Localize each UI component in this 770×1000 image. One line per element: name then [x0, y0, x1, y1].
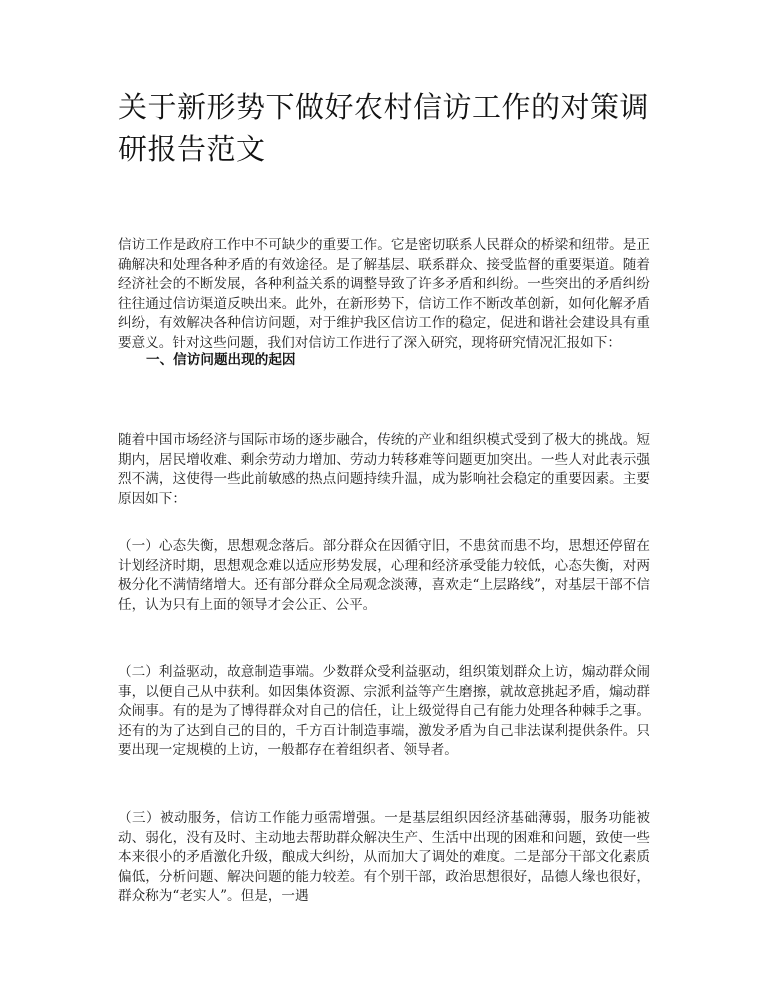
- document-title: 关于新形势下做好农村信访工作的对策调研报告范文: [118, 90, 650, 166]
- cause-2-paragraph: （二）利益驱动，故意制造事端。少数群众受利益驱动，组织策划群众上访，煽动群众闹事，以便自己从中获利。如因集体资源、宗派利益等产生磨擦，就故意挑起矛盾，煽动群众闹事。有的是为了博得群众对自己的信任，让上级觉得自己有能力处理各种棘手之事。还有的为了达到自己的目的，千方百计制造事端，激发矛盾为自己非法谋利提供条件。只要出现一定规模的上访，一般都存在着组织者、领导者。: [118, 664, 650, 759]
- intro-paragraph: 信访工作是政府工作中不可缺少的重要工作。它是密切联系人民群众的桥梁和纽带。是正确解决和处理各种矛盾的有效途径。是了解基层、联系群众、接受监督的重要渠道。随着经济社会的不断发展，各种利益关系的调整导致了许多矛盾和纠纷。一些突出的矛盾纠纷往往通过信访渠道反映出来。此外，在新形势下，信访工作不断改革创新，如何化解矛盾纠纷，有效解决各种信访问题，对于维护我区信访工作的稳定，促进和谐社会建设具有重要意义。针对这些问题，我们对信访工作进行了深入研究，现将研究情况汇报如下：: [118, 237, 650, 351]
- section-heading: 一、信访问题出现的起因: [146, 352, 296, 368]
- causes-paragraph: 随着中国市场经济与国际市场的逐步融合，传统的产业和组织模式受到了极大的挑战。短期内，居民增收难、剩余劳动力增加、劳动力转移难等问题更加突出。一些人对此表示强烈不满，这使得一些此前敏感的热点问题持续升温，成为影响社会稳定的重要因素。主要原因如下：: [118, 432, 650, 507]
- cause-1-paragraph: （一）心态失衡，思想观念落后。部分群众在因循守旧，不患贫而患不均，思想还停留在计划经济时期，思想观念难以适应形势发展，心理和经济承受能力较低，心态失衡，对两极分化不满情绪增大。还有部分群众全局观念淡薄，喜欢走“上层路线”，对基层干部不信任，认为只有上面的领导才会公正、公平。: [118, 538, 650, 613]
- cause-3-paragraph: （三）被动服务，信访工作能力亟需增强。一是基层组织因经济基础薄弱，服务功能被动、弱化，没有及时、主动地去帮助群众解决生产、生活中出现的困难和问题，致使一些本来很小的矛盾激化升级，酿成大纠纷，从而加大了调处的难度。二是部分干部文化素质偏低，分析问题、解决问题的能力较差。有个别干部，政治思想很好，品德人缘也很好，群众称为“老实人”。但是，一遇: [118, 810, 650, 905]
- document-page: [118, 0, 650, 1000]
